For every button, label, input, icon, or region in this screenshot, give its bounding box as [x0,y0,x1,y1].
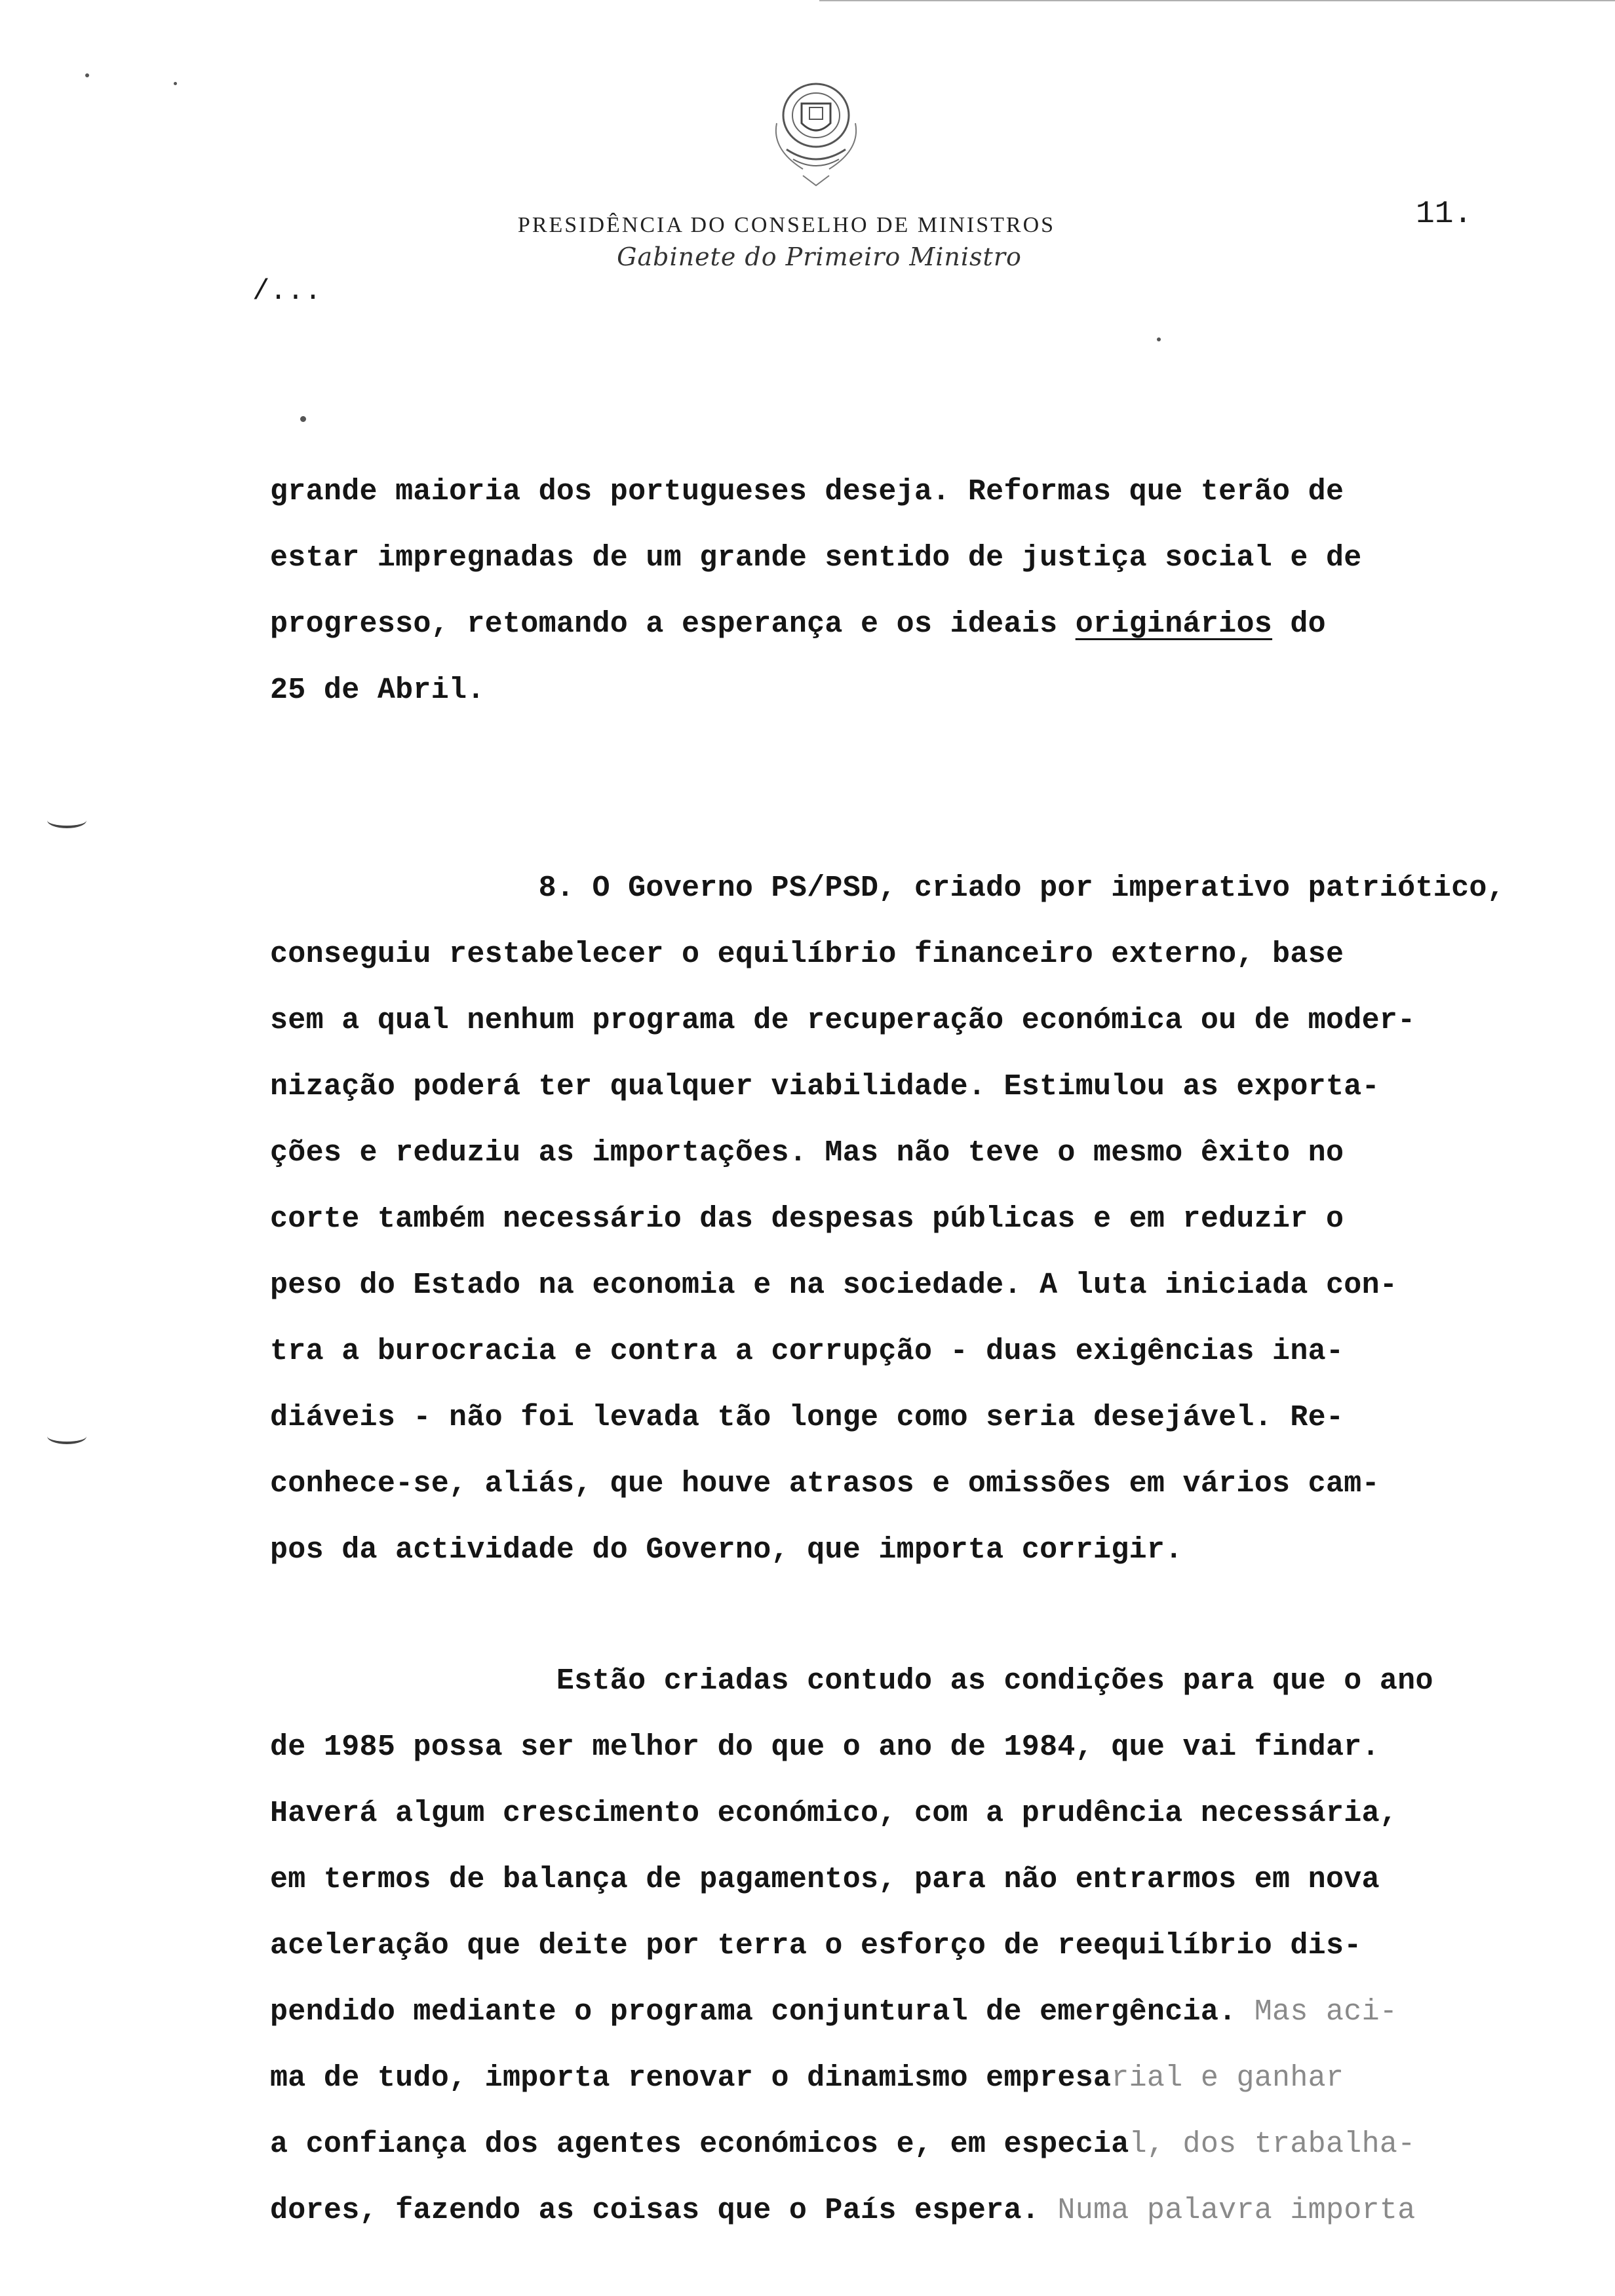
text-run: do [1272,607,1326,641]
text-line [270,2045,1535,2111]
scan-speck [85,73,89,77]
text-run: ma de tudo, importa renovar o dinamismo empresa [270,2061,1112,2095]
text-line [270,1979,1535,2045]
text-line [270,2177,1535,2244]
text-line: aceleração que deite por terra o esforço de reequilíbrio dis- [270,1929,1362,1962]
text-line: estar impregnadas de um grande sentido de justiça social e de [270,541,1362,575]
faded-text-run: rial e ganhar [1111,2061,1344,2095]
text-line: em termos de balança de pagamentos, para não entrarmos em nova [270,1863,1380,1896]
text-run: dores, fazendo as coisas que o País espera. [270,2194,1058,2227]
faded-text-run: Numa palavra importa [1057,2194,1416,2227]
faded-text-run: l, dos trabalha- [1129,2128,1416,2161]
text-line: corte também necessário das despesas públicas e em reduzir o [270,1202,1344,1236]
text-line [270,591,1535,657]
continuation-mark: /... [252,275,322,308]
text-run: pendido mediante o programa conjuntural de emergência. [270,1995,1237,2029]
institution-heading: PRESIDÊNCIA DO CONSELHO DE MINISTROS [517,213,1056,237]
text-line: tra a burocracia e contra a corrupção - duas exigências ina- [270,1335,1344,1368]
text-line: pos da actividade do Governo, que importa corrigir. [270,1533,1183,1567]
page-number: 11. [1416,197,1473,232]
text-line: conhece-se, aliás, que houve atrasos e omissões em vários cam- [270,1467,1380,1501]
text-line: ções e reduziu as importações. Mas não teve o mesmo êxito no [270,1136,1344,1170]
hole-punch-mark [47,1428,87,1444]
paragraph-1985-outlook [270,1648,1535,2244]
text-line: Estão criadas contudo as condições para que o ano [270,1664,1433,1698]
coat-of-arms-emblem [764,77,868,199]
office-subtitle: Gabinete do Primeiro Ministro [617,242,1022,271]
paragraph-reform [270,459,1535,723]
scan-speck [1157,337,1161,341]
text-run: a confiança dos agentes económicos e, em especia [270,2128,1129,2161]
text-line: grande maioria dos portugueses deseja. Reformas que terão de [270,475,1344,508]
paragraph-government-8 [270,855,1535,1583]
text-line: de 1985 possa ser melhor do que o ano de 1984, que vai findar. [270,1731,1380,1764]
scan-top-edge [819,0,1615,1]
text-line: 8. O Governo PS/PSD, criado por imperativo patriótico, [270,871,1506,905]
hole-punch-mark [47,813,87,828]
text-line: nização poderá ter qualquer viabilidade. Estimulou as exporta- [270,1070,1380,1103]
faded-text-run: Mas aci- [1236,1995,1398,2029]
text-line: sem a qual nenhum programa de recuperação económica ou de moder- [270,1004,1416,1037]
text-run: progresso, retomando a esperança e os ideais [270,607,1076,641]
text-line: conseguiu restabelecer o equilíbrio financeiro externo, base [270,938,1344,971]
scan-speck [174,82,177,85]
text-line [270,2111,1535,2177]
text-line: peso do Estado na economia e na sociedade. A luta iniciada con- [270,1269,1398,1302]
text-line: 25 de Abril. [270,674,485,707]
underlined-word: originários [1075,607,1273,641]
scan-speck [300,416,306,422]
text-line: diáveis - não foi levada tão longe como seria desejável. Re- [270,1401,1344,1434]
text-line: Haverá algum crescimento económico, com a prudência necessária, [270,1797,1398,1830]
